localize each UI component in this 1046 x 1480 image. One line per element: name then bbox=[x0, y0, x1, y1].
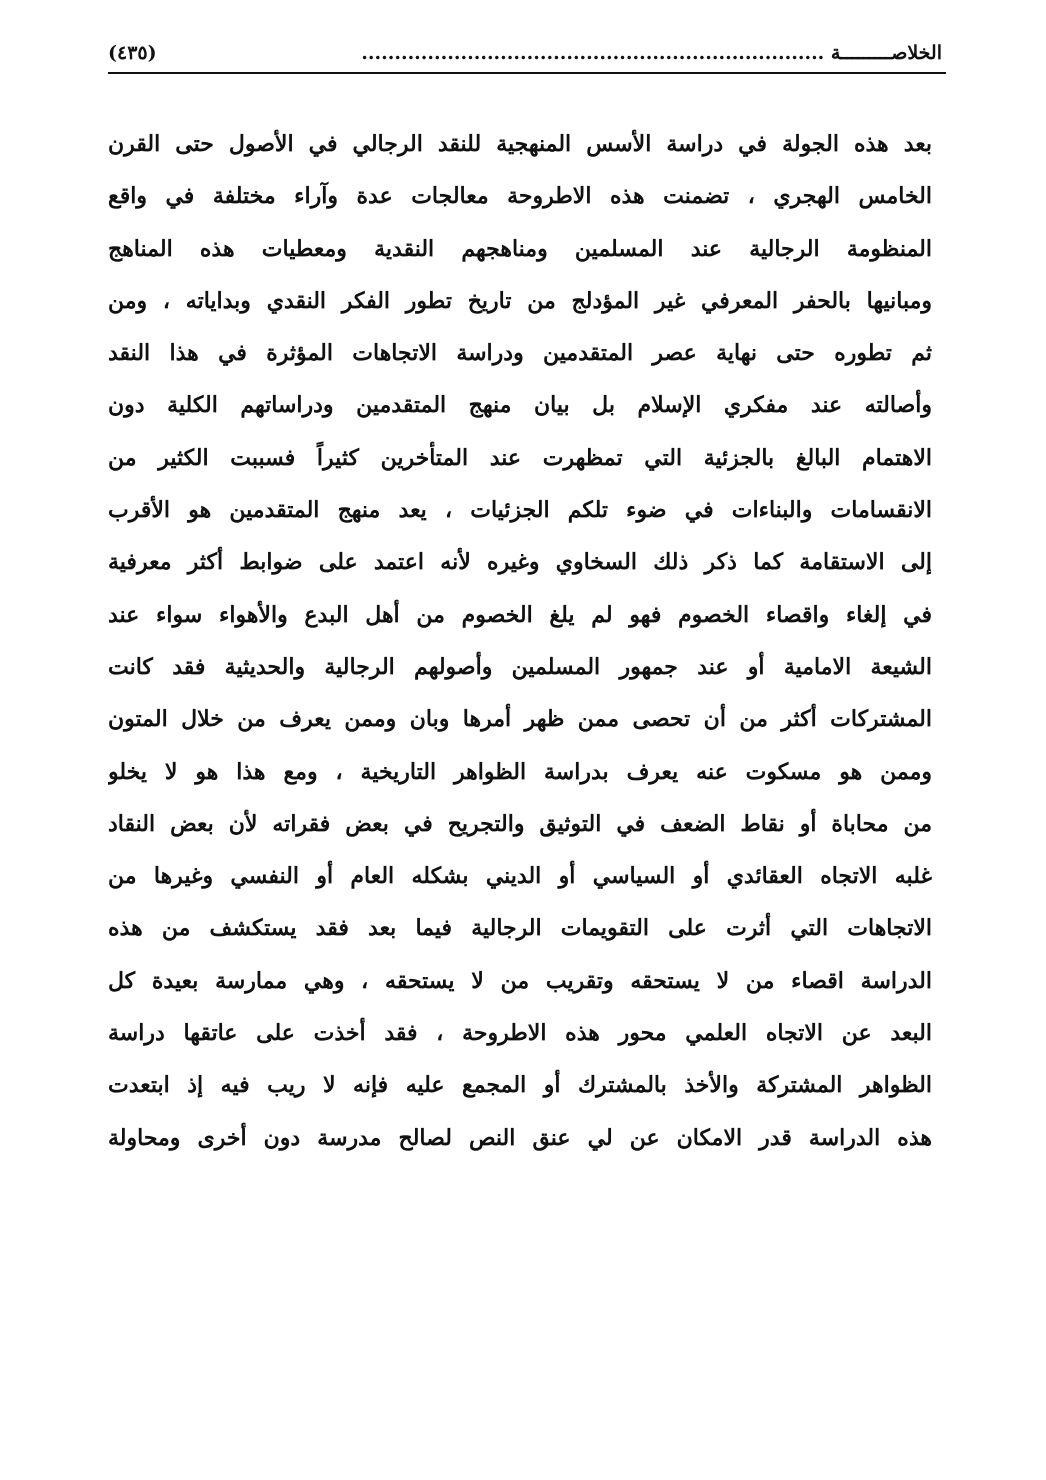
text-line: المنظومة الرجالية عند المسلمين ومناهجهم النقدية ومعطيات هذه المناهج bbox=[108, 235, 932, 262]
text-line: المشتركات أكثر من أن تحصى ممن ظهر أمرها وبان وممن يعرف من خلال المتون bbox=[108, 706, 932, 733]
body-text bbox=[108, 118, 932, 1164]
header-rule bbox=[108, 72, 946, 74]
text-line: من محاباة أو نقاط الضعف في التوثيق والتجريح في بعض فقراته لأن بعض النقاد bbox=[108, 810, 932, 837]
text-line: وممن هو مسكوت عنه يعرف بدراسة الظواهر التاريخية ، ومع هذا هو لا يخلو bbox=[108, 758, 932, 785]
text-line: الشيعة الامامية أو عند جمهور المسلمين وأصولهم الرجالية والحديثية فقد كانت bbox=[108, 653, 932, 680]
text-line: إلى الاستقامة كما ذكر ذلك السخاوي وغيره لأنه اعتمد على ضوابط أكثر معرفية bbox=[108, 549, 932, 576]
text-line: هذه الدراسة قدر الامكان عن لي عنق النص لصالح مدرسة دون أخرى ومحاولة bbox=[108, 1124, 932, 1151]
text-line: غلبه الاتجاه العقائدي أو السياسي أو الديني بشكله العام أو النفسي وغيرها من bbox=[108, 863, 932, 890]
page-number: (٤٣٥) bbox=[108, 42, 157, 64]
page-header bbox=[108, 38, 946, 78]
text-line: الظواهر المشتركة والأخذ بالمشترك أو المجمع عليه فإنه لا ريب فيه إذ ابتعدت bbox=[108, 1072, 932, 1099]
text-line: الاتجاهات التي أثرت على التقويمات الرجالية فيما بعد فقد يستكشف من هذه bbox=[108, 915, 932, 942]
running-title: الخلاصـــــــــة ...................................................................... bbox=[361, 42, 942, 64]
text-line: الاهتمام البالغ بالجزئية التي تمظهرت عند المتأخرين كثيراً فسببت الكثير من bbox=[108, 444, 932, 471]
text-line: ثم تطوره حتى نهاية عصر المتقدمين ودراسة الاتجاهات المؤثرة في هذا النقد bbox=[108, 340, 932, 367]
text-line: ومبانيها بالحفر المعرفي غير المؤدلج من تاريخ تطور الفكر النقدي وبداياته ، ومن bbox=[108, 287, 932, 314]
text-line: الخامس الهجري ، تضمنت هذه الاطروحة معالجات عدة وآراء مختلفة في واقع bbox=[108, 183, 932, 210]
text-line: الانقسامات والبناءات في ضوء تلكم الجزئيات ، يعد منهج المتقدمين هو الأقرب bbox=[108, 497, 932, 524]
text-line: في إلغاء واقصاء الخصوم فهو لم يلغ الخصوم من أهل البدع والأهواء سواء عند bbox=[108, 601, 932, 628]
text-line: الدراسة اقصاء من لا يستحقه وتقريب من لا يستحقه ، وهي ممارسة بعيدة كل bbox=[108, 967, 932, 994]
text-line: بعد هذه الجولة في دراسة الأسس المنهجية للنقد الرجالي في الأصول حتى القرن bbox=[108, 131, 932, 157]
text-line: البعد عن الاتجاه العلمي محور هذه الاطروحة ، فقد أخذت على عاتقها دراسة bbox=[108, 1020, 932, 1047]
text-line: وأصالته عند مفكري الإسلام بل بيان منهج المتقدمين ودراساتهم الكلية دون bbox=[108, 392, 932, 419]
